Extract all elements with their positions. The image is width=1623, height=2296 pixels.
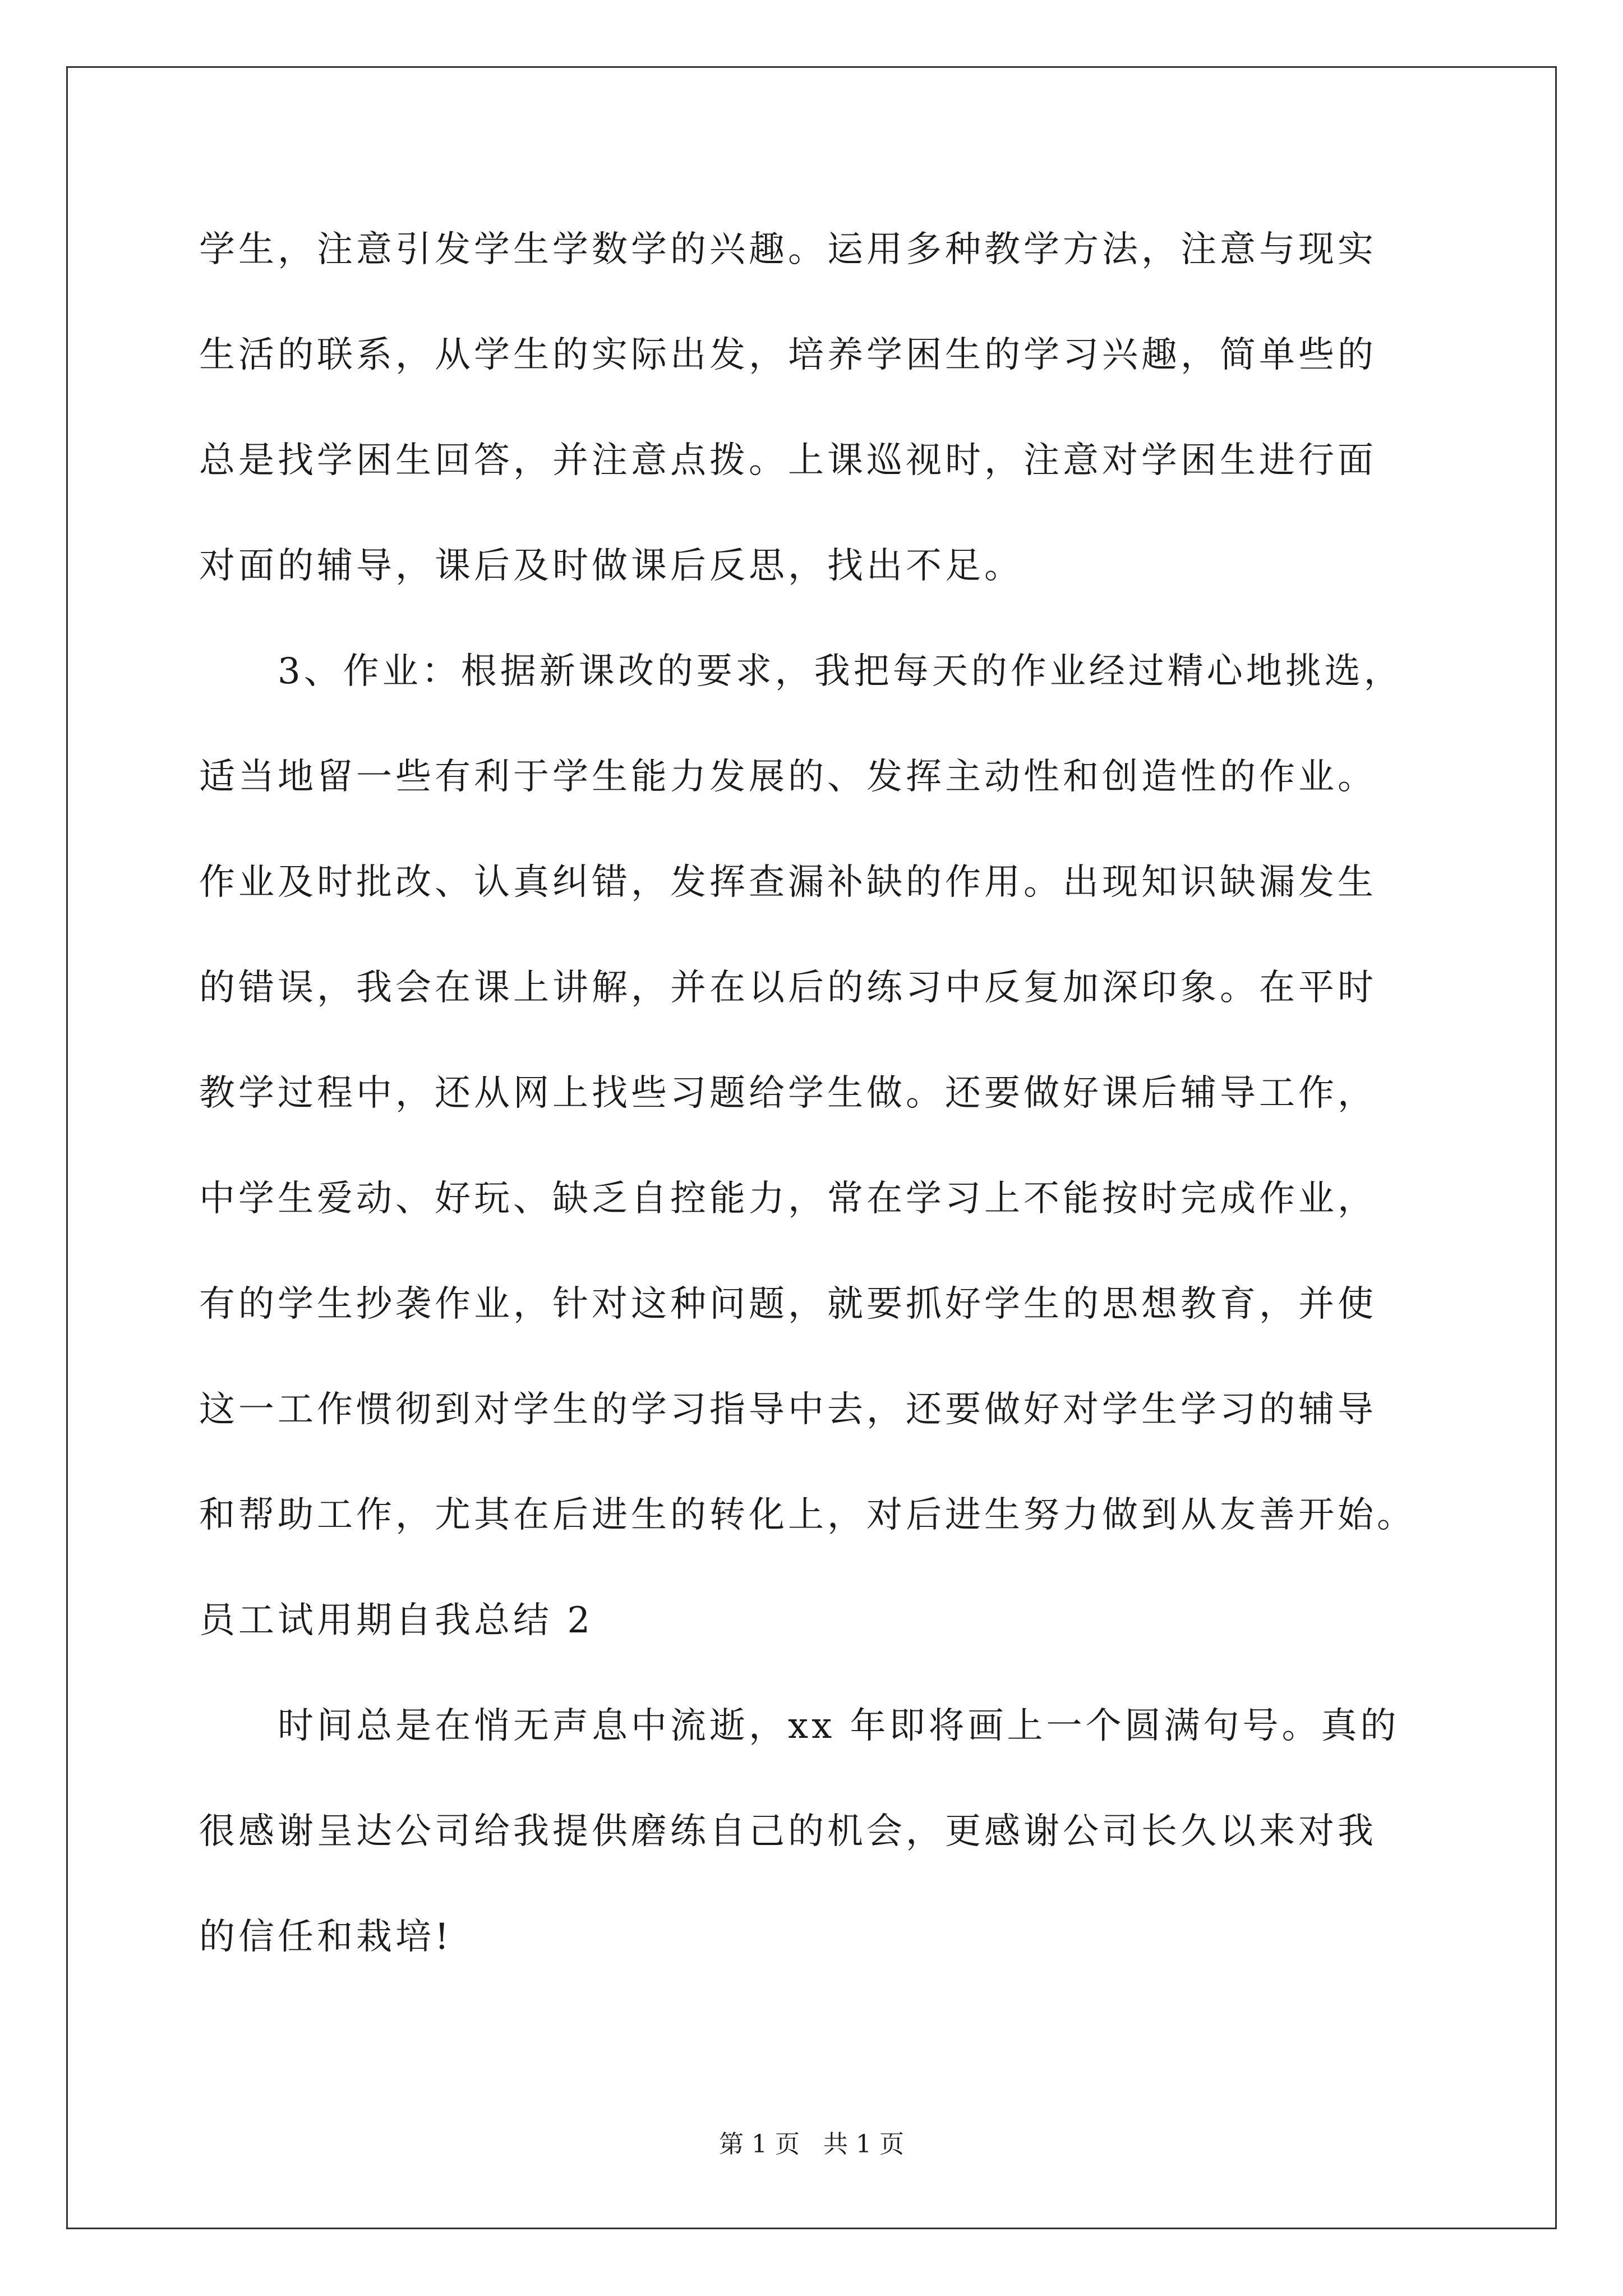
text-line: 教学过程中，还从网上找些习题给学生做。还要做好课后辅导工作， — [199, 1073, 1377, 1114]
text-line: 总是找学困生回答，并注意点拨。上课巡视时，注意对学困生进行面 — [199, 440, 1377, 481]
text-line: 生活的联系，从学生的实际出发，培养学困生的学习兴趣，简单些的 — [199, 334, 1377, 376]
text-line: 学生，注意引发学生学数学的兴趣。运用多种教学方法，注意与现实 — [199, 229, 1377, 270]
page-number-footer: 第 1 页 共 1 页 — [719, 2130, 904, 2159]
text-line: 适当地留一些有利于学生能力发展的、发挥主动性和创造性的作业。 — [199, 756, 1377, 798]
text-line: 有的学生抄袭作业，针对这种问题，就要抓好学生的思想教育，并使 — [199, 1283, 1377, 1325]
page-border — [66, 66, 1557, 2229]
text-line: 和帮助工作，尤其在后进生的转化上，对后进生努力做到从友善开始。 — [199, 1494, 1416, 1536]
text-line: 中学生爱动、好玩、缺乏自控能力，常在学习上不能按时完成作业， — [199, 1178, 1377, 1220]
text-line: 这一工作惯彻到对学生的学习指导中去，还要做好对学生学习的辅导 — [199, 1389, 1377, 1430]
text-line: 对面的辅导，课后及时做课后反思，找出不足。 — [199, 545, 1023, 587]
paragraph-first-line: 时间总是在悄无声息中流逝，xx 年即将画上一个圆满句号。真的 — [278, 1705, 1400, 1747]
paragraph-first-line: 3、作业：根据新课改的要求，我把每天的作业经过精心地挑选， — [278, 651, 1403, 692]
text-line: 的信任和栽培! — [199, 1916, 453, 1958]
text-line: 作业及时批改、认真纠错，发挥查漏补缺的作用。出现知识缺漏发生 — [199, 862, 1377, 903]
section-heading: 员工试用期自我总结 2 — [199, 1600, 594, 1641]
text-line: 的错误，我会在课上讲解，并在以后的练习中反复加深印象。在平时 — [199, 967, 1377, 1009]
text-line: 很感谢呈达公司给我提供磨练自己的机会，更感谢公司长久以来对我 — [199, 1811, 1377, 1852]
